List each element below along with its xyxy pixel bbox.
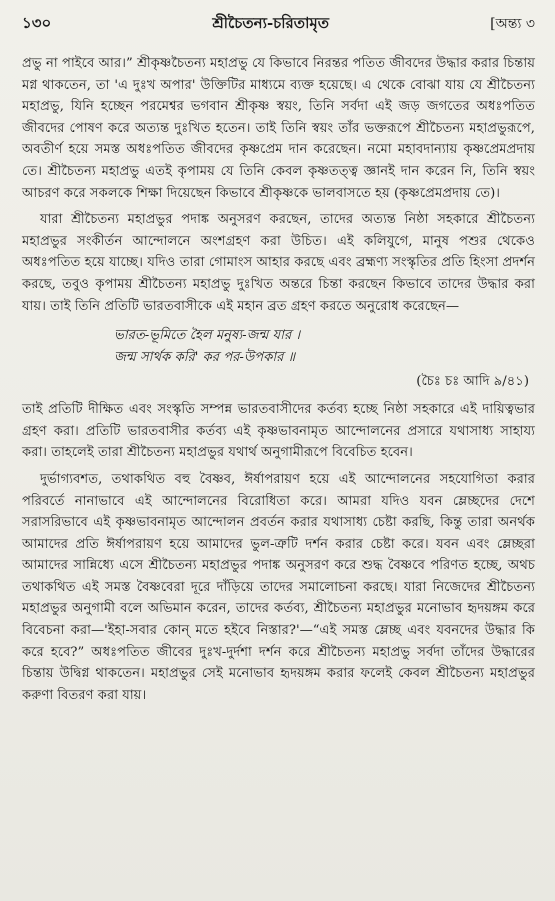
paragraph-3: তাই প্রতিটি দীক্ষিত এবং সংস্কৃতি সম্পন্ন ভারতবাসীদের কর্তব্য হচ্ছে নিষ্ঠা সহকারে এই দায়িত্বভার গ্রহণ করা। প্রতিটি ভারতবাসীর কর্তব্য এই কৃষ্ণভাবনামৃত আন্দোলনের প্রসারে যথাসাধ্য সাহায্য করা। তাহলেই তারা শ্রীচৈতন্য মহাপ্রভুর যথার্থ অনুগামীরূপে বিবেচিত হবেন। xyxy=(22,402,535,461)
paragraph-4: দুর্ভাগ্যবশত, তথাকথিত বহু বৈষ্ণব, ঈর্ষাপরায়ণ হয়ে এই আন্দোলনের সহযোগিতা করার পরিবর্তে নানাভাবে এই আন্দোলনের বিরোধিতা করে। আমরা যদিও যবন ম্লেচ্ছদের দেশে সরাসরিভাবে এই কৃষ্ণভাবনামৃত আন্দোলন প্রবর্তন করার যথাসাধ্য চেষ্টা করছি, কিন্তু তারা অনর্থক আমাদের প্রতি ঈর্ষাপরায়ণ হয়ে আমাদের ভুল-ত্রুটি দর্শন করার চেষ্টা করে। যবন এবং ম্লেচ্ছরা আমাদের সান্নিধ্যে এসে শ্রীচৈতন্য মহাপ্রভুর পদাঙ্ক অনুসরণ করে শুদ্ধ বৈষ্ণবে পরিণত হচ্ছে, অথচ তথাকথিত এই সমস্ত বৈষ্ণবেরা দূরে দাঁড়িয়ে তাদের সমালোচনা করছে। যারা নিজেদের শ্রীচৈতন্য মহাপ্রভুর অনুগামী বলে অভিমান করেন, তাদের কর্তব্য, শ্রীচৈতন্য মহাপ্রভুর মনোভাব হৃদয়ঙ্গম করে বিবেচনা করা—'ইহা-সবার কোন্ মতে হইবে নিস্তার?'—“এই সমস্ত ম্লেচ্ছ এবং যবনদের উদ্ধার কি করে হবে?” অধঃপতিত জীবের দুঃখ-দুর্দশা দর্শন করে শ্রীচৈতন্য মহাপ্রভু সর্বদা তাঁদের উদ্ধারের চিন্তায় উদ্বিগ্ন থাকতেন। মহাপ্রভুর সেই মনোভাব হৃদয়ঙ্গম করার ফলেই কেবল শ্রীচৈতন্য মহাপ্রভুর করুণা বিতরণ করা যায়। xyxy=(22,471,535,703)
verse-citation: (চৈঃ চঃ আদি ৯/৪১) xyxy=(416,374,529,390)
verse-block xyxy=(114,325,535,369)
paragraph-1: প্রভু না পাইবে আর।” শ্রীকৃষ্ণচৈতন্য মহাপ্রভু যে কিভাবে নিরন্তর পতিত জীবদের উদ্ধার করার চিন্তায় মগ্ন থাকতেন, তা 'এ দুঃখ অপার' উক্তিটির মাধ্যমে ব্যক্ত হয়েছে। এ থেকে বোঝা যায় যে শ্রীচৈতন্য মহাপ্রভু, যিনি হচ্ছেন পরমেশ্বর ভগবান শ্রীকৃষ্ণ স্বয়ং, তিনি সর্বদা এই জড় জগতের অধঃপতিত জীবদের পোষণ করে অত্যন্ত দুঃখিত হতেন। তাই তিনি স্বয়ং তাঁর ভক্তরূপে শ্রীচৈতন্য মহাপ্রভুরূপে, অবতীর্ণ হয়ে সমস্ত অধঃপতিত জীবদের কৃষ্ণপ্রেম দান করেছেন। নমো মহাবদান্যায় কৃষ্ণপ্রেমপ্রদায় তে। শ্রীচৈতন্য মহাপ্রভু এতই কৃপাময় যে তিনি কেবল কৃষ্ণতত্ত্ব জ্ঞানই দান করেন নি, তিনি স্বয়ং আচরণ করে সকলকে শিক্ষা দিয়েছেন কিভাবে শ্রীকৃষ্ণকে ভালবাসতে হয় (কৃষ্ণপ্রেমপ্রদায় তে)। xyxy=(22,56,535,201)
book-title: শ্রীচৈতন্য-চরিতামৃত xyxy=(212,14,329,32)
verse-line-1: ভারত-ভূমিতে হৈল মনুষ্য-জন্ম যার । xyxy=(114,328,301,344)
page-header xyxy=(22,12,535,37)
verse-line-2: জন্ম সার্থক করি' কর পর-উপকার ॥ xyxy=(114,350,296,366)
section-label: [অন্ত্য ৩ xyxy=(490,16,535,32)
page-body xyxy=(22,53,535,706)
paragraph-2: যারা শ্রীচৈতন্য মহাপ্রভুর পদাঙ্ক অনুসরণ করছেন, তাদের অত্যন্ত নিষ্ঠা সহকারে শ্রীচৈতন্য মহাপ্রভুর সংকীর্তন আন্দোলনে অংশগ্রহণ করা উচিত। এই কলিযুগে, মানুষ পশুর থেকেও অধঃপতিত হয়ে যাচ্ছে। যদিও তারা গোমাংস আহার করছে এবং ব্রহ্মণ্য সংস্কৃতির প্রতি হিংসা প্রদর্শন করছে, তবুও কৃপাময় শ্রীচৈতন্য মহাপ্রভু দুঃখিত অন্তরে চিন্তা করছেন কিভাবে তাদের উদ্ধার করা যায়। তাই তিনি প্রতিটি ভারতবাসীকে এই মহান ব্রত গ্রহণ করতে অনুরোধ করেছেন— xyxy=(22,212,535,314)
page-number: ১৩০ xyxy=(22,14,52,32)
